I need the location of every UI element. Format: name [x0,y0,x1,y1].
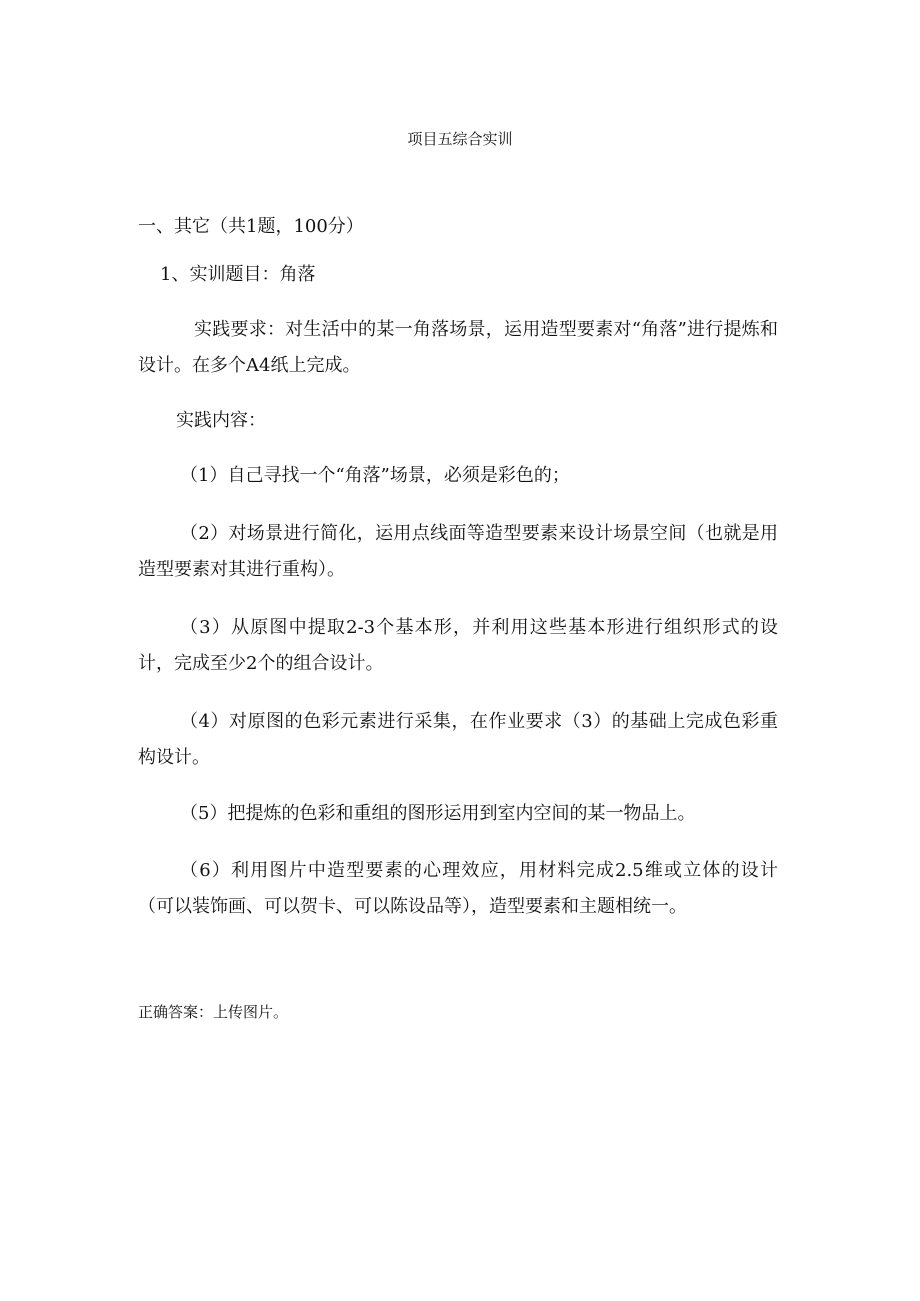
correct-answer: 正确答案：上传图片。 [138,1003,289,1021]
section-heading: 一、其它（共1题，100分） [138,216,364,237]
question-title: 1、实训题目：角落 [160,264,316,285]
content-item-2: （2）对场景进行简化，运用点线面等造型要素来设计场景空间（也就是用造型要素对其进行重构）。 [138,523,778,580]
practice-requirement: 实践要求：对生活中的某一角落场景，运用造型要素对“角落”进行提炼和设计。在多个A4纸上完成。 [138,319,778,376]
content-item-4: （4）对原图的色彩元素进行采集，在作业要求（3）的基础上完成色彩重构设计。 [138,711,778,768]
content-item-3: （3）从原图中提取2-3个基本形，并利用这些基本形进行组织形式的设计，完成至少2个的组合设计。 [138,617,778,674]
practice-content-label: 实践内容： [176,410,266,431]
content-item-6: （6）利用图片中造型要素的心理效应，用材料完成2.5维或立体的设计（可以装饰画、可以贺卡、可以陈设品等），造型要素和主题相统一。 [138,860,778,917]
content-item-5: （5）把提炼的色彩和重组的图形运用到室内空间的某一物品上。 [180,803,696,824]
content-item-1: （1）自己寻找一个“角落”场景，必须是彩色的； [180,465,570,486]
document-title: 项目五综合实训 [407,130,513,148]
